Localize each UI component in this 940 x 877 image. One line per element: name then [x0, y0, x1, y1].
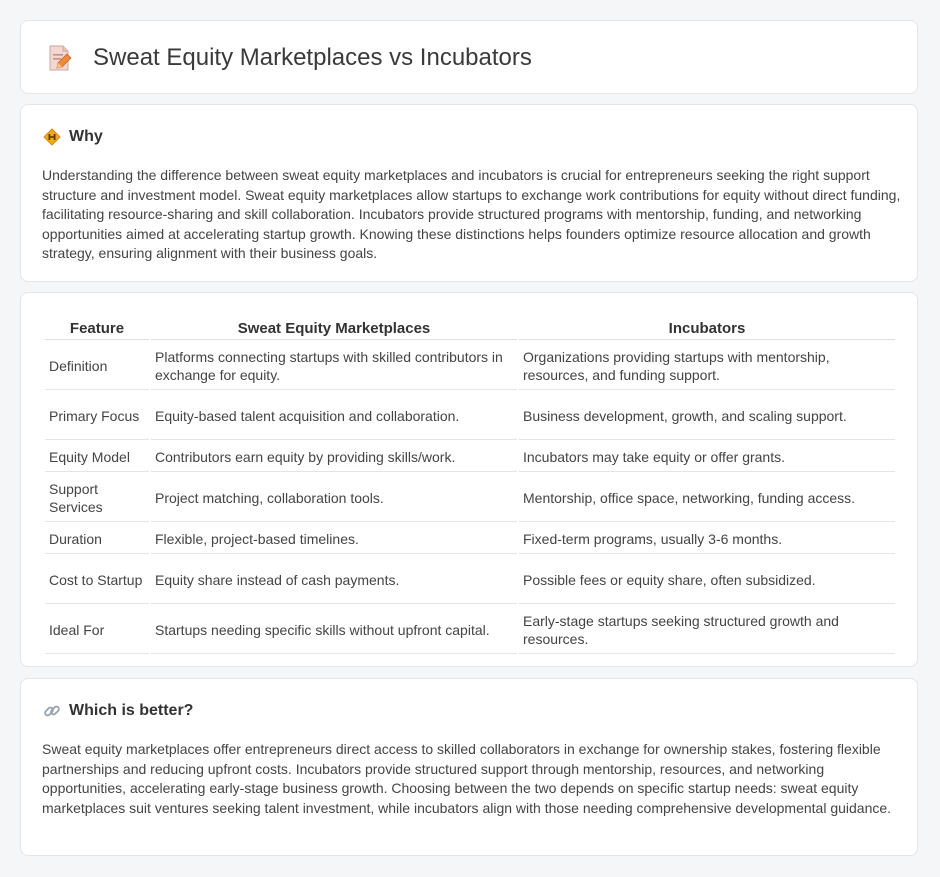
table-row — [45, 392, 895, 440]
table-header-row — [45, 317, 895, 340]
why-heading: Why — [69, 128, 103, 145]
incubator-cell: Organizations providing startups with mentorship, resources, and funding support. — [519, 342, 895, 390]
sweat-equity-cell: Equity-based talent acquisition and collaboration. — [151, 392, 517, 440]
which-is-better-card — [20, 678, 918, 856]
table-row — [45, 342, 895, 390]
feature-cell: Ideal For — [45, 606, 149, 654]
feature-cell: Cost to Startup — [45, 556, 149, 604]
sweat-equity-cell: Project matching, collaboration tools. — [151, 474, 517, 522]
why-heading-row — [43, 127, 103, 147]
incubator-cell: Mentorship, office space, networking, funding access. — [519, 474, 895, 522]
incubator-cell: Early-stage startups seeking structured growth and resources. — [519, 606, 895, 654]
title-row — [47, 43, 532, 73]
sweat-equity-cell: Platforms connecting startups with skilled contributors in exchange for equity. — [151, 342, 517, 390]
sweat-equity-cell: Contributors earn equity by providing skills/work. — [151, 442, 517, 472]
incubator-cell: Incubators may take equity or offer grants. — [519, 442, 895, 472]
diamond-sign-icon — [43, 128, 61, 146]
sweat-equity-cell: Startups needing specific skills without upfront capital. — [151, 606, 517, 654]
incubator-cell: Business development, growth, and scaling support. — [519, 392, 895, 440]
feature-cell: Support Services — [45, 474, 149, 522]
table-row — [45, 474, 895, 522]
document-pencil-icon — [47, 44, 73, 72]
feature-cell: Definition — [45, 342, 149, 390]
table-row — [45, 524, 895, 554]
feature-cell: Duration — [45, 524, 149, 554]
sweat-equity-cell: Equity share instead of cash payments. — [151, 556, 517, 604]
link-icon — [43, 702, 61, 720]
incubator-cell: Fixed-term programs, usually 3-6 months. — [519, 524, 895, 554]
table-row — [45, 556, 895, 604]
feature-cell: Equity Model — [45, 442, 149, 472]
incubator-cell: Possible fees or equity share, often subsidized. — [519, 556, 895, 604]
table-row — [45, 442, 895, 472]
feature-cell: Primary Focus — [45, 392, 149, 440]
why-text: Understanding the difference between sweat equity marketplaces and incubators is crucial for entrepreneurs seeking the right support structure and investment model. Sweat equity marketplaces allow startups to exchange work contributions for equity without direct funding, facilitating resource-sharing and skill collaboration. Incubators provide structured programs with mentorship, funding, and networking opportunities aimed at accelerating startup growth. Knowing these distinctions helps founders optimize resource allocation and growth strategy, ensuring alignment with their business goals. — [42, 167, 901, 262]
better-text: Sweat equity marketplaces offer entrepreneurs direct access to skilled collaborators in exchange for ownership stakes, fostering flexible partnerships and reducing upfront costs. Incubators provide structured support through mentorship, resources, and networking opportunities, accelerating early-stage business growth. Choosing between the two depends on specific startup needs: sweat equity marketplaces suit ventures seeking talent investment, while incubators align with those needing comprehensive developmental guidance. — [42, 741, 892, 816]
comparison-table — [43, 315, 897, 656]
table-row — [45, 606, 895, 654]
header-feature: Feature — [45, 317, 149, 340]
why-card — [20, 104, 918, 282]
comparison-card — [20, 292, 918, 667]
header-incubators: Incubators — [519, 317, 895, 340]
sweat-equity-cell: Flexible, project-based timelines. — [151, 524, 517, 554]
better-heading: Which is better? — [69, 702, 194, 719]
title-card — [20, 20, 918, 94]
header-sweat-equity: Sweat Equity Marketplaces — [151, 317, 517, 340]
page-title: Sweat Equity Marketplaces vs Incubators — [93, 44, 532, 71]
better-heading-row — [43, 701, 193, 721]
